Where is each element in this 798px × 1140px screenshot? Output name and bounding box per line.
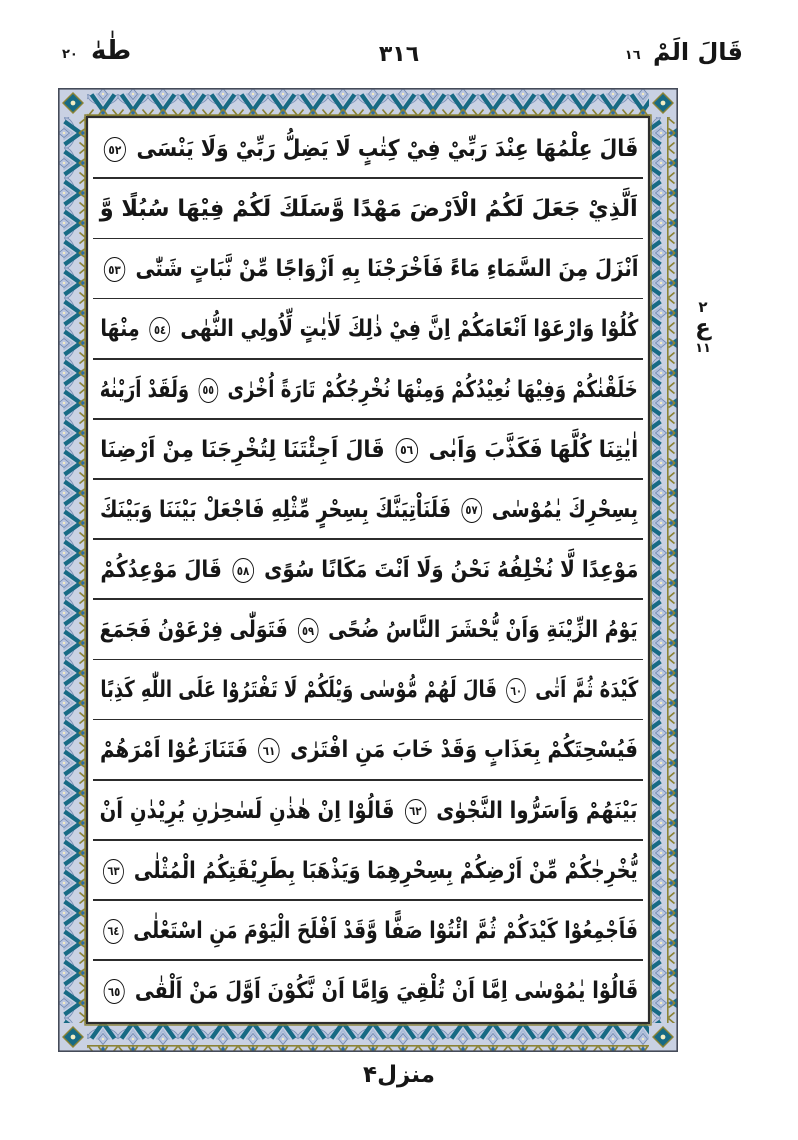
juz-name: قَالَ الَمْ bbox=[653, 38, 743, 66]
ayah-end-marker: ٥٥ bbox=[199, 378, 219, 403]
ayah-end-marker: ٦٣ bbox=[103, 859, 124, 884]
header-juz bbox=[621, 38, 743, 66]
ruku-margin-marker bbox=[688, 300, 718, 355]
surah-name: طٰهٰ bbox=[90, 36, 132, 66]
quran-line-row bbox=[89, 420, 647, 480]
quran-line-row bbox=[89, 901, 647, 961]
border-top-strip bbox=[59, 89, 677, 117]
ain-ruku-symbol: ع bbox=[695, 315, 711, 341]
quran-line-row bbox=[89, 119, 647, 179]
ayah-end-marker: ٥٢ bbox=[104, 137, 126, 162]
quran-line-row bbox=[89, 600, 647, 660]
ruku-surah-count: ٢ bbox=[698, 298, 708, 316]
quran-line-text: اٰيٰتِنَا كُلَّهَا فَكَذَّبَ وَاَبٰى ٥٦ قَالَ اَجِئْتَنَا لِتُخْرِجَنَا مِنْ اَرْضِنَا bbox=[100, 436, 638, 463]
ayah-end-marker: ٦١ bbox=[258, 738, 279, 763]
quran-line-row bbox=[89, 179, 647, 239]
quran-line-text: مَوْعِدًا لَّا نُخْلِفُهُ نَحْنُ وَلَا اَنْتَ مَكَانًا سُوًى ٥٨ قَالَ مَوْعِدُكُمْ bbox=[100, 557, 638, 584]
quran-line-row bbox=[89, 480, 647, 540]
manzil-marker: منزل۴ bbox=[363, 1062, 435, 1088]
ayah-end-marker: ٥٩ bbox=[298, 618, 319, 643]
border-right-strip bbox=[649, 89, 677, 1051]
quran-line-row bbox=[89, 360, 647, 420]
ayah-end-marker: ٥٧ bbox=[461, 498, 482, 523]
quran-line-text: يَوْمُ الزِّيْنَةِ وَاَنْ يُّحْشَرَ النَّاسُ ضُحًى ٥٩ فَتَوَلّٰى فِرْعَوْنُ فَجَمَعَ bbox=[100, 617, 638, 644]
ayah-end-marker: ٥٨ bbox=[232, 558, 254, 583]
surah-number: ٢٠ bbox=[62, 47, 78, 62]
mushaf-text-area bbox=[89, 119, 647, 1021]
ayah-end-marker: ٥٦ bbox=[395, 438, 417, 463]
quran-line-text: يُّخْرِجٰكُمْ مِّنْ اَرْضِكُمْ بِسِحْرِهِمَا وَيَذْهَبَا بِطَرِيْقَتِكُمُ الْمُثْلٰى ٦٣ bbox=[100, 843, 638, 899]
quran-line-row bbox=[89, 781, 647, 841]
quran-line-text: فَاَجْمِعُوْا كَيْدَكُمْ ثُمَّ ائْتُوْا صَفًّا وَّقَدْ اَفْلَحَ الْيَوْمَ مَنِ اسْتَعْلٰى ٦٤ bbox=[100, 903, 638, 959]
quran-line-row bbox=[89, 720, 647, 780]
quran-line-row bbox=[89, 239, 647, 299]
quran-line-text: قَالُوْا يٰمُوْسٰى اِمَّا اَنْ تُلْقِيَ وَاِمَّا اَنْ نَّكُوْنَ اَوَّلَ مَنْ اَلْقٰى ٦٥ bbox=[100, 963, 638, 1019]
quran-line-text: كَيْدَهُ ثُمَّ اَتٰى ٦٠ قَالَ لَهُمْ مُّوْسٰى وَيْلَكُمْ لَا تَفْتَرُوْا عَلَى اللّٰهِ كَذِبًا bbox=[100, 677, 638, 704]
quran-line-text: خَلَقْنٰكُمْ وَفِيْهَا نُعِيْدُكُمْ وَمِنْهَا نُخْرِجُكُمْ تَارَةً اُخْرٰى ٥٥ وَلَقَدْ اَرَيْنٰهُ bbox=[100, 376, 638, 403]
quran-line-text: كُلُوْا وَارْعَوْا اَنْعَامَكُمْ اِنَّ فِيْ ذٰلِكَ لَاٰيٰتٍ لِّاُولِي النُّهٰى ٥٤ مِنْهَا bbox=[100, 316, 638, 343]
quran-line-row bbox=[89, 961, 647, 1021]
juz-number: ١٦ bbox=[624, 48, 641, 63]
quran-line-row bbox=[89, 841, 647, 901]
quran-line-text: قَالَ عِلْمُهَا عِنْدَ رَبِّيْ فِيْ كِتٰبٍ لَا يَضِلُّ رَبِّيْ وَلَا يَنْسَى ٥٢ bbox=[100, 121, 638, 177]
quran-line-text: بَيْنَهُمْ وَاَسَرُّوا النَّجْوٰى ٦٢ قَالُوْا اِنْ هٰذٰنِ لَسٰحِرٰنِ يُرِيْدٰنِ اَنْ bbox=[100, 797, 638, 824]
quran-line-text: فَيُسْحِتَكُمْ بِعَذَابٍ وَقَدْ خَابَ مَنِ افْتَرٰى ٦١ فَتَنَازَعُوْا اَمْرَهُمْ bbox=[100, 737, 638, 764]
ayah-end-marker: ٥٤ bbox=[149, 317, 170, 342]
page-number: ٣١٦ bbox=[378, 42, 420, 67]
ayah-end-marker: ٦٤ bbox=[103, 919, 123, 944]
quran-line-row bbox=[89, 540, 647, 600]
ayah-end-marker: ٦٥ bbox=[103, 979, 124, 1004]
ayah-end-marker: ٥٣ bbox=[103, 257, 124, 282]
border-bottom-strip bbox=[59, 1023, 677, 1051]
quran-line-text: اَلَّذِيْ جَعَلَ لَكُمُ الْاَرْضَ مَهْدًا وَّسَلَكَ لَكُمْ فِيْهَا سُبُلًا وَّ bbox=[100, 196, 638, 223]
border-left-strip bbox=[59, 89, 87, 1051]
ruku-juz-count: ١١ bbox=[695, 340, 711, 356]
quran-line-text: بِسِحْرِكَ يٰمُوْسٰى ٥٧ فَلَنَاْتِيَنَّكَ بِسِحْرٍ مِّثْلِهِ فَاجْعَلْ بَيْنَنَا وَبَيْنَكَ bbox=[100, 496, 638, 523]
quran-line-row bbox=[89, 660, 647, 720]
ayah-end-marker: ٦٠ bbox=[506, 678, 526, 703]
ayah-end-marker: ٦٢ bbox=[405, 799, 426, 824]
quran-line-row bbox=[89, 299, 647, 359]
quran-line-text: اَنْزَلَ مِنَ السَّمَاءِ مَاءً فَاَخْرَجْنَا بِهِ اَزْوَاجًا مِّنْ نَّبَاتٍ شَتّٰى ٥٣ bbox=[100, 241, 638, 297]
